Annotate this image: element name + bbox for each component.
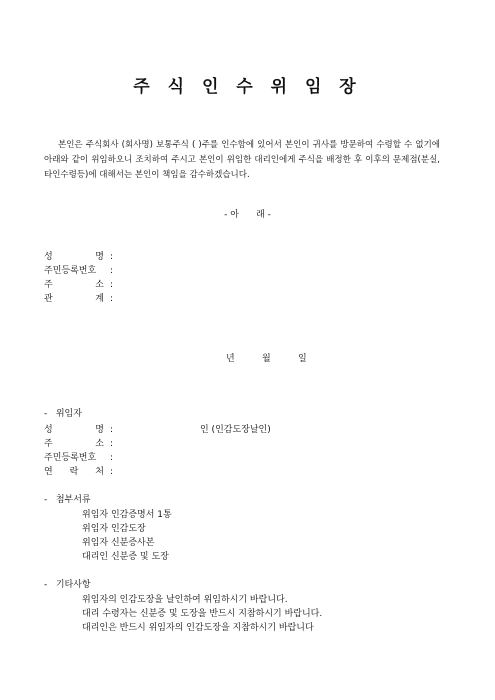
delegate-address-field	[44, 437, 122, 451]
delegate-contact-field	[44, 465, 122, 479]
delegate-address-label: 주 소	[44, 439, 104, 449]
colon: :	[110, 425, 114, 435]
other-item: 대리 수령자는 신분증 및 도장을 반드시 지참하시기 바랍니다.	[82, 609, 323, 619]
principal-name-label: 성 명	[44, 252, 104, 262]
principal-address-label: 주 소	[44, 280, 104, 290]
other-item: 위임자의 인감도장을 날인하여 위임하시기 바랍니다.	[82, 595, 288, 605]
delegate-heading: - 위임자	[44, 409, 82, 419]
delegate-name-field	[44, 423, 122, 437]
colon: :	[110, 453, 114, 463]
principal-address-field	[44, 278, 122, 292]
attachment-item: 위임자 인감도장	[82, 524, 146, 534]
attachment-item: 위임자 신분증사본	[82, 538, 155, 548]
colon: :	[110, 439, 114, 449]
date-month: 월	[262, 354, 271, 364]
delegate-rrn-field	[44, 451, 122, 465]
principal-relation-field	[44, 292, 122, 306]
principal-relation-label: 관 계	[44, 294, 104, 304]
below-marker: - 아 래 -	[224, 210, 271, 220]
seal-note: 인 (인감도장날인)	[200, 425, 271, 435]
colon: :	[110, 266, 114, 276]
delegate-rrn-label: 주민등록번호	[44, 453, 97, 463]
colon: :	[110, 467, 114, 477]
principal-rrn-label: 주민등록번호	[44, 266, 97, 276]
principal-rrn-field	[44, 264, 122, 278]
delegate-contact-label: 연 락 처	[44, 467, 104, 477]
other-heading: - 기타사항	[44, 580, 91, 590]
attachment-item: 위임자 인감증명서 1통	[82, 510, 172, 520]
date-day: 일	[298, 354, 307, 364]
attachments-heading: - 첨부서류	[44, 495, 91, 505]
delegate-name-label: 성 명	[44, 425, 104, 435]
other-item: 대리인은 반드시 위임자의 인감도장을 지참하시기 바랍니다	[82, 623, 314, 633]
colon: :	[110, 280, 114, 290]
colon: :	[110, 252, 114, 262]
document-title: 주 식 인 수 위 임 장	[133, 77, 362, 97]
body-paragraph: 본인은 주식회사 (회사명) 보통주식 ( )주를 인수함에 있어서 본인이 귀사를 방문하여 수령할 수 없기에 아래와 같이 위임하오니 조치하여 주시고 본인이 위임한 대리인에게 주식을 배정한 후 이후의 문제점(분실,타인수령등)에 대해서는 본인이 책임을 감수하겠습니다.	[44, 140, 440, 180]
attachment-item: 대리인 신분증 및 도장	[82, 552, 169, 562]
principal-name-field	[44, 250, 122, 264]
colon: :	[110, 294, 114, 304]
date-year: 년	[226, 354, 235, 364]
